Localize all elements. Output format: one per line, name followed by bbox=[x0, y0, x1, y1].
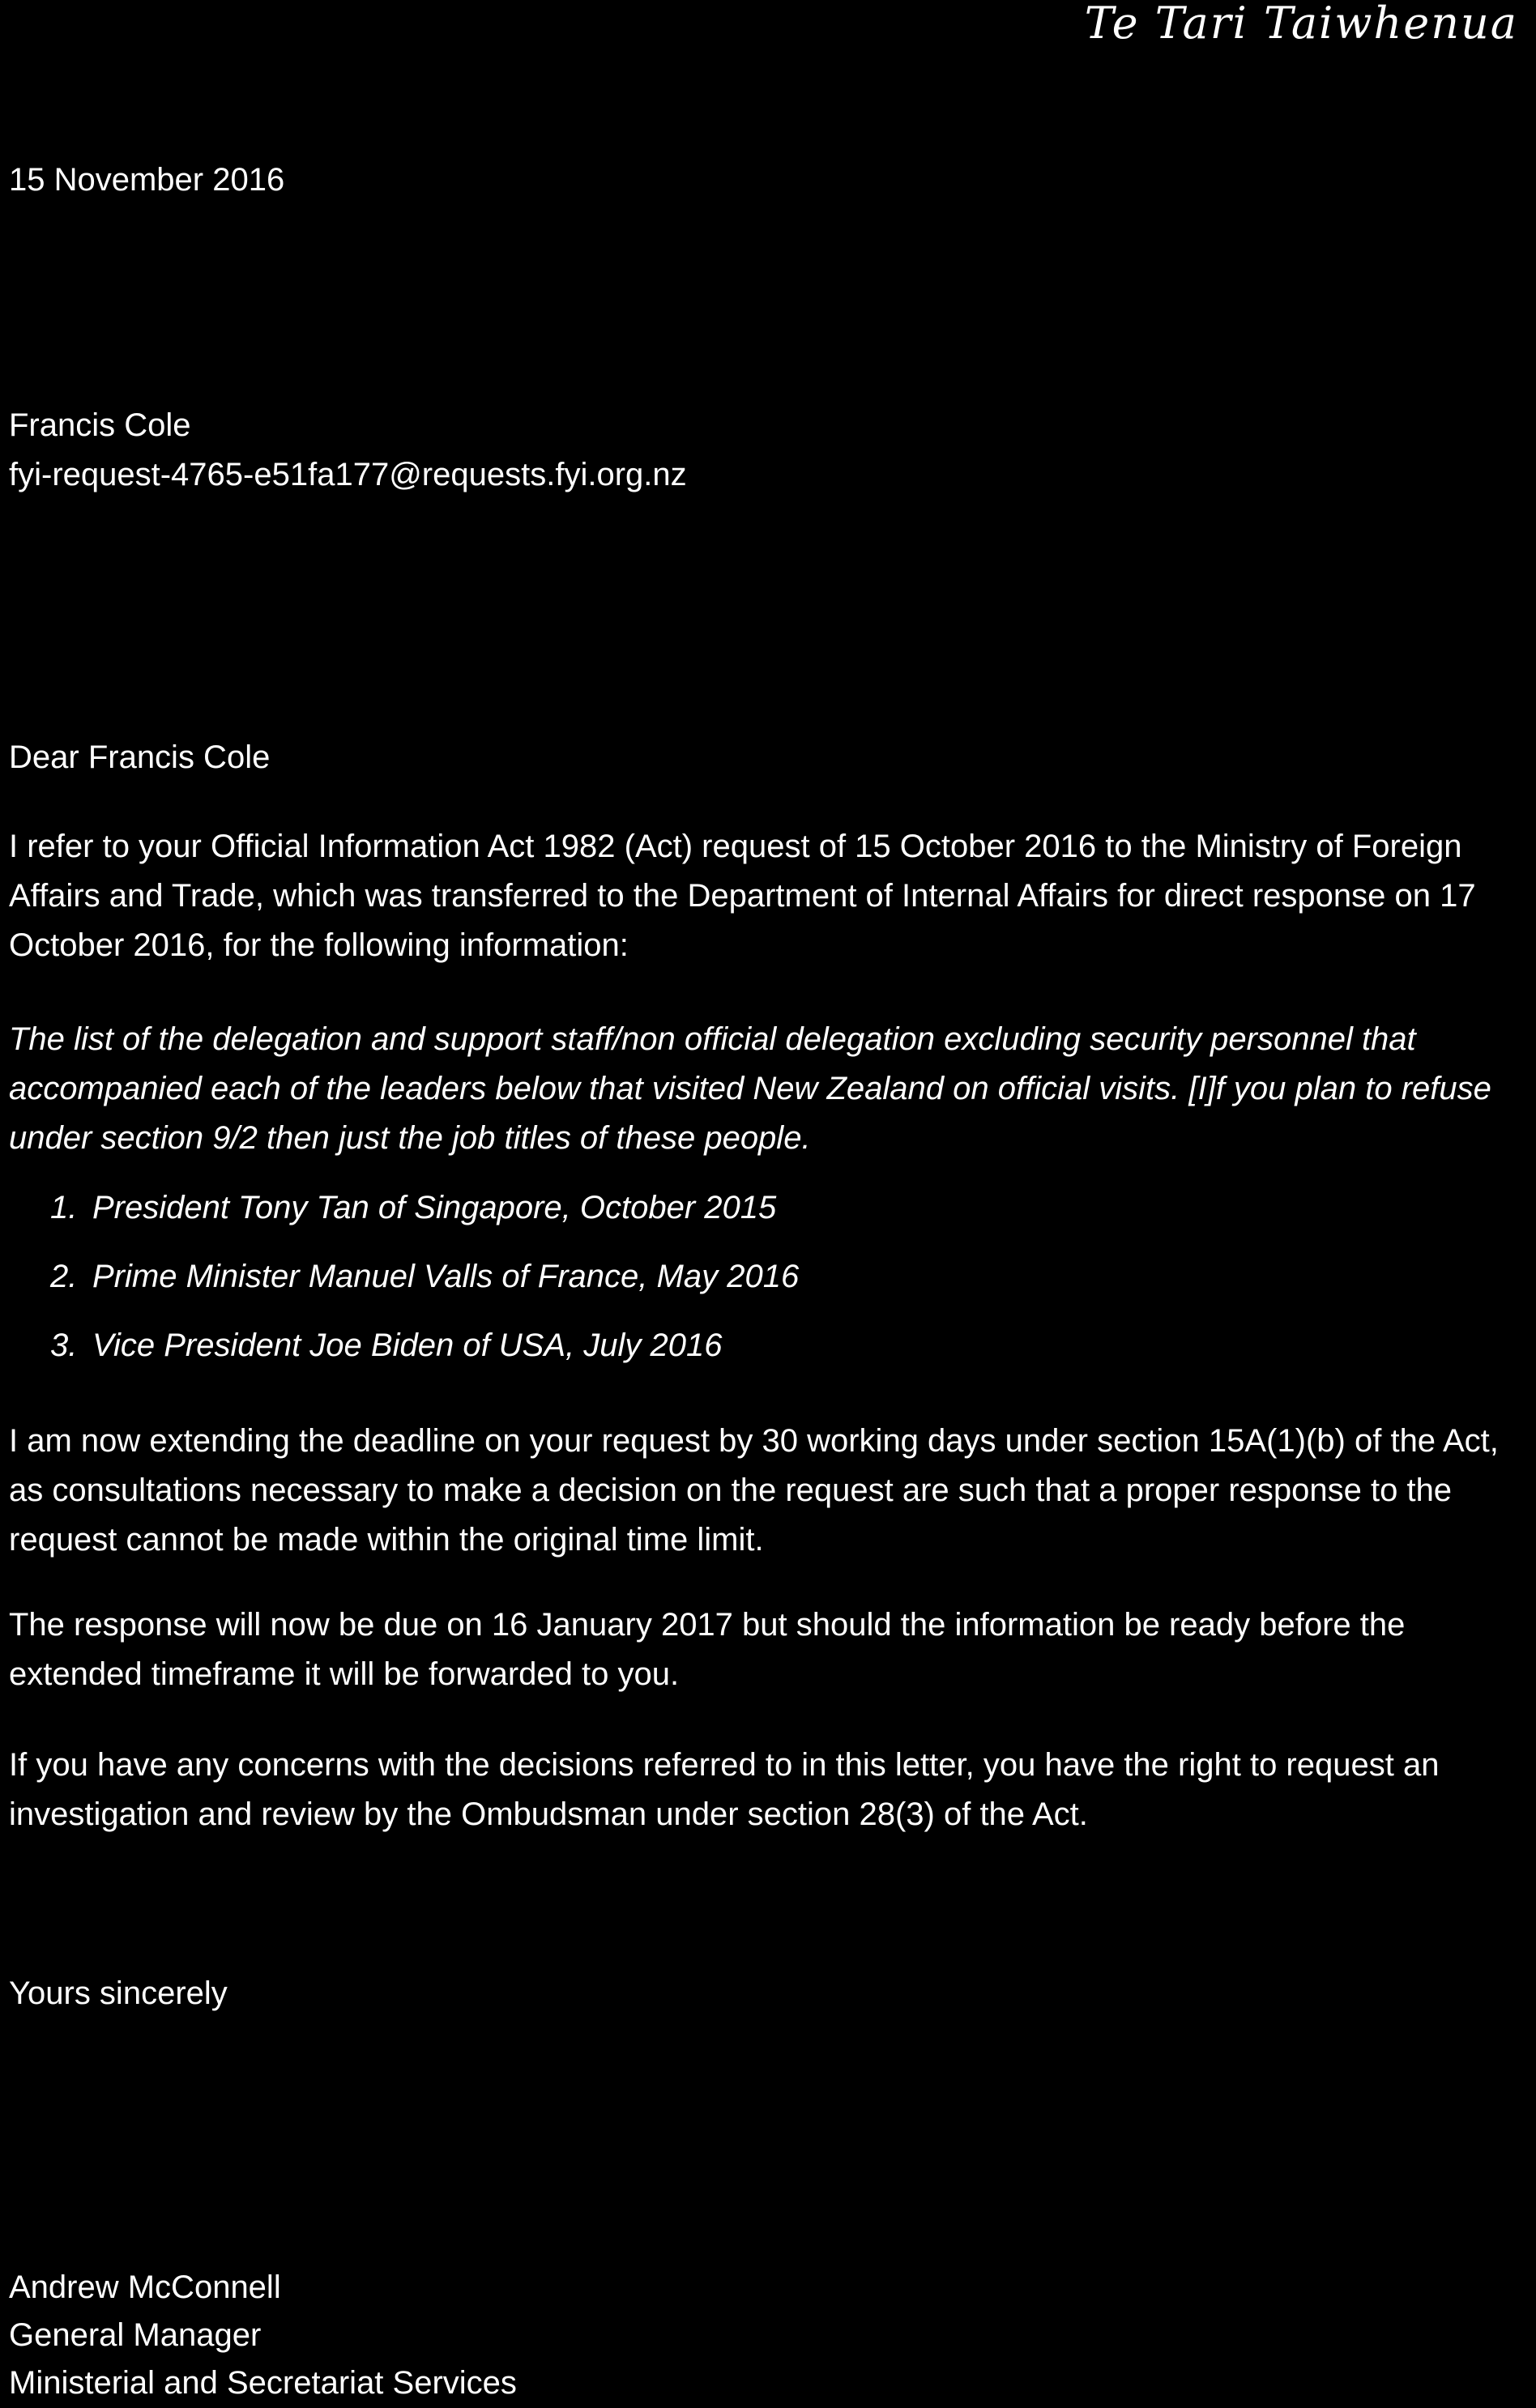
list-item bbox=[50, 1317, 1528, 1386]
department-name: Te Tari Taiwhenua bbox=[1084, 0, 1518, 49]
paragraph-due-date: The response will now be due on 16 January 2017 but should the information be ready before the extended timeframe it will be forwarded to you. bbox=[9, 1607, 1414, 1692]
recipient-email: fyi-request-4765-e51fa177@requests.fyi.org.nz bbox=[9, 457, 687, 492]
salutation: Dear Francis Cole bbox=[9, 739, 271, 775]
list-item bbox=[50, 1248, 1528, 1317]
paragraph-ombudsman: If you have any concerns with the decisions referred to in this letter, you have the right to request an investigation and review by the Ombudsman under section 28(3) of the Act. bbox=[9, 1747, 1449, 1832]
signer-unit: Ministerial and Secretariat Services bbox=[9, 2365, 517, 2401]
paragraph-request-reference: I refer to your Official Information Act 1982 (Act) request of 15 October 2016 to the Ministry of Foreign Affairs and Trade, which was transferred to the Department of Internal Affairs for direct response on 17 October 2016, for the following information: bbox=[9, 829, 1485, 963]
list-item-text: President Tony Tan of Singapore, October 2015 bbox=[92, 1190, 777, 1225]
letter-date: 15 November 2016 bbox=[9, 162, 285, 198]
list-item-number: 2. bbox=[50, 1259, 78, 1294]
closing: Yours sincerely bbox=[9, 1975, 228, 2011]
list-item-text: Prime Minister Manuel Valls of France, May 2016 bbox=[92, 1259, 800, 1294]
visits-list bbox=[50, 1179, 1528, 1386]
quoted-request: The list of the delegation and support staff/non official delegation excluding security personnel that accompanied each of the leaders below that visited New Zealand on official visits. [I]f you plan to refuse under section 9/2 then just the job titles of these people. bbox=[9, 1021, 1501, 1156]
recipient-name: Francis Cole bbox=[9, 407, 191, 443]
list-item-text: Vice President Joe Biden of USA, July 2016 bbox=[92, 1328, 723, 1363]
list-item-number: 1. bbox=[50, 1190, 78, 1225]
list-item-number: 3. bbox=[50, 1328, 78, 1363]
signer-title: General Manager bbox=[9, 2317, 262, 2353]
list-item bbox=[50, 1179, 1528, 1248]
paragraph-extension: I am now extending the deadline on your request by 30 working days under section 15A(1)(b) of the Act, as consultations necessary to make a decision on the request are such that a proper response to the request cannot be made within the original time limit. bbox=[9, 1423, 1508, 1558]
signer-name: Andrew McConnell bbox=[9, 2269, 281, 2305]
